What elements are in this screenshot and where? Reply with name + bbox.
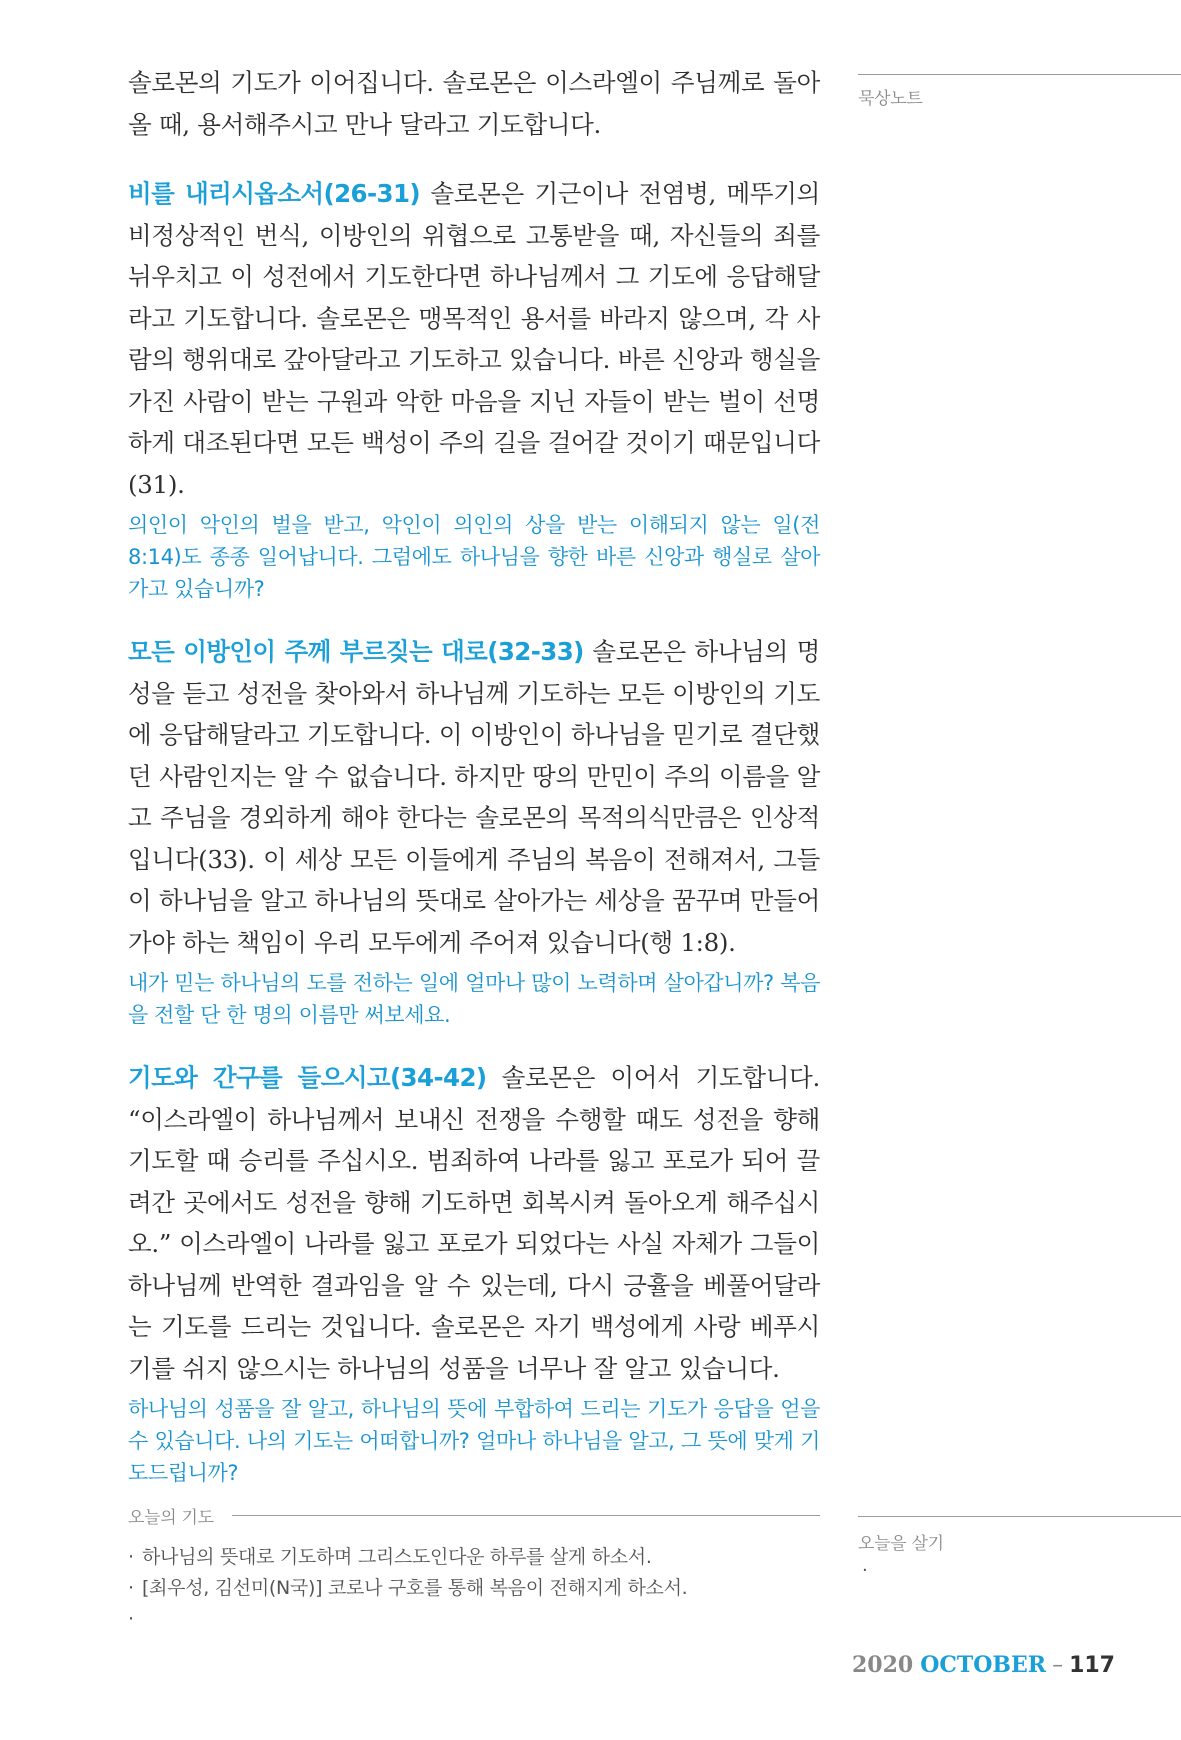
prayer-header (128, 1503, 820, 1528)
section-paragraph (128, 173, 820, 505)
section-heading: 비를 내리시옵소서(26-31) (128, 179, 421, 208)
prayer-divider (232, 1515, 820, 1516)
section-body: 솔로몬은 이어서 기도합니다. “이스라엘이 하나님께서 보내신 전쟁을 수행할 때도 성전을 향해 기도할 때 승리를 주십시오. 범죄하여 나라를 잃고 포로가 되어 끌려간 곳에서도 성전을 향해 기도하면 회복시켜 돌아오게 해주십시오.” 이스라엘이 나라를 잃고 포로가 되었다는 사실 자체가 그들이 하나님께 반역한 결과임을 알 수 있는데, 다시 긍휼을 베풀어달라는 기도를 드리는 것입니다. 솔로몬은 자기 백성에게 사랑 베푸시기를 쉬지 않으시는 하나님의 성품을 너무나 잘 알고 있습니다. (128, 1063, 820, 1383)
prayer-item (128, 1604, 820, 1635)
sidebar-divider (858, 74, 1181, 75)
section-paragraph (128, 1057, 820, 1389)
sidebar-notes-label: 묵상노트 (858, 89, 923, 109)
page-number: 117 (1069, 1653, 1115, 1678)
section-body: 솔로몬은 하나님의 명성을 듣고 성전을 찾아와서 하나님께 기도하는 모든 이방인의 기도에 응답해달라고 기도합니다. 이 이방인이 하나님을 믿기로 결단했던 사람인지는 알 수 없습니다. 하지만 땅의 만민이 주의 이름을 알고 주님을 경외하게 해야 한다는 솔로몬의 목적의식만큼은 인상적입니다(33). 이 세상 모든 이들에게 주님의 복음이 전해져서, 그들이 하나님을 알고 하나님의 뜻대로 살아가는 세상을 꿈꾸며 만들어가야 하는 책임이 우리 모두에게 주어져 있습니다(행 1:8). (128, 637, 820, 957)
footer-year: 2020 (851, 1652, 914, 1678)
section-gentiles (128, 631, 820, 1031)
prayer-bullet: · (128, 1546, 134, 1568)
prayer-title: 오늘의 기도 (128, 1508, 214, 1528)
prayer-list (128, 1542, 820, 1635)
prayer-item (128, 1542, 820, 1573)
sidebar-divider (858, 1516, 1181, 1517)
prayer-item-text: [최우성, 김선미(N국)] 코로나 구호를 통해 복음이 전해지게 하소서. (142, 1577, 688, 1599)
section-paragraph (128, 631, 820, 963)
prayer-item (128, 1573, 820, 1604)
page-footer (852, 1652, 1115, 1678)
main-column (128, 62, 820, 1489)
prayer-bullet: · (128, 1608, 134, 1630)
sidebar-living-label: 오늘을 살기 (858, 1534, 944, 1554)
footer-month: OCTOBER (920, 1652, 1047, 1678)
reflection-question: 하나님의 성품을 잘 알고, 하나님의 뜻에 부합하여 드리는 기도가 응답을 얻을 수 있습니다. 나의 기도는 어떠합니까? 얼마나 하나님을 알고, 그 뜻에 맞게 기도드립니까? (128, 1397, 820, 1485)
section-rain (128, 173, 820, 605)
section-heading: 기도와 간구를 들으시고(34-42) (128, 1063, 487, 1092)
reflection-question: 의인이 악인의 벌을 받고, 악인이 의인의 상을 받는 이해되지 않는 일(전 8:14)도 종종 일어납니다. 그럼에도 하나님을 향한 바른 신앙과 행실로 살아가고 있습니까? (128, 513, 820, 601)
intro-paragraph: 솔로몬의 기도가 이어집니다. 솔로몬은 이스라엘이 주님께로 돌아올 때, 용서해주시고 만나 달라고 기도합니다. (128, 68, 820, 139)
section-heading: 모든 이방인이 주께 부르짖는 대로(32-33) (128, 637, 584, 666)
sidebar-living-bullet: · (862, 1560, 868, 1581)
todays-prayer (128, 1503, 820, 1635)
reflection-question: 내가 믿는 하나님의 도를 전하는 일에 얼마나 많이 노력하며 살아갑니까? 복음을 전할 단 한 명의 이름만 써보세요. (128, 971, 820, 1027)
footer-dash: – (1052, 1653, 1064, 1678)
prayer-item-text: 하나님의 뜻대로 기도하며 그리스도인다운 하루를 살게 하소서. (142, 1546, 652, 1568)
section-prayers (128, 1057, 820, 1489)
prayer-bullet: · (128, 1577, 134, 1599)
section-body: 솔로몬은 기근이나 전염병, 메뚜기의 비정상적인 번식, 이방인의 위협으로 고통받을 때, 자신들의 죄를 뉘우치고 이 성전에서 기도한다면 하나님께서 그 기도에 응답해달라고 기도합니다. 솔로몬은 맹목적인 용서를 바라지 않으며, 각 사람의 행위대로 갚아달라고 기도하고 있습니다. 바른 신앙과 행실을 가진 사람이 받는 구원과 악한 마음을 지닌 자들이 받는 벌이 선명하게 대조된다면 모든 백성이 주의 길을 걸어갈 것이기 때문입니다(31). (128, 179, 820, 499)
